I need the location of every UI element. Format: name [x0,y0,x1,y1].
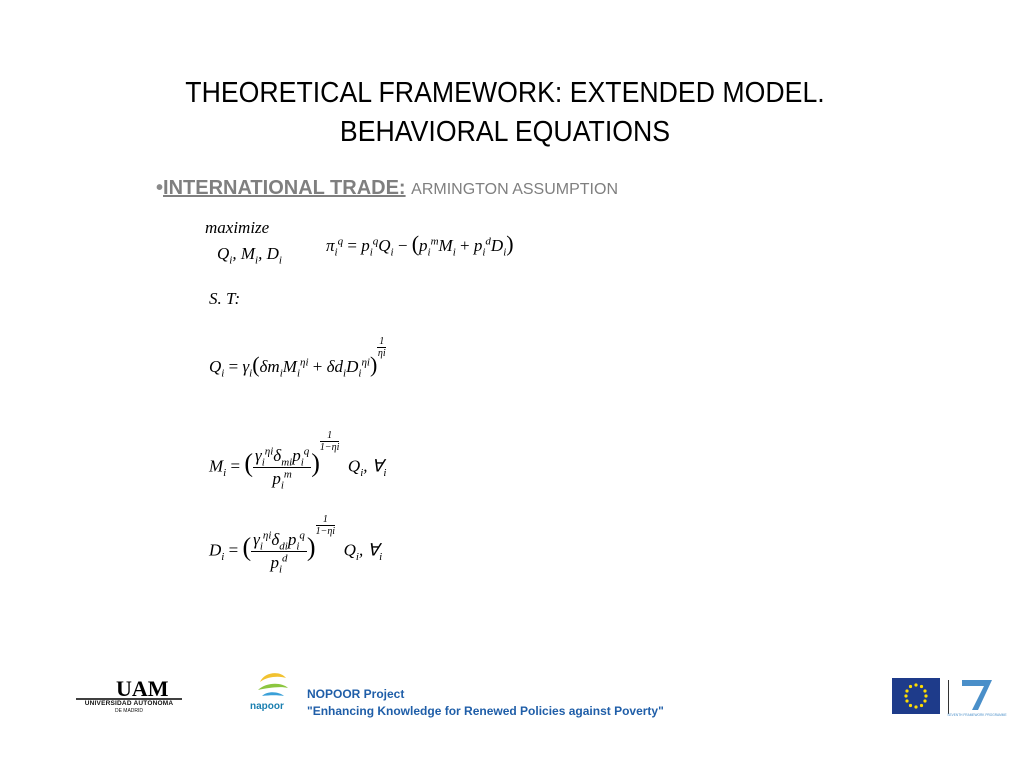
bullet-heading: INTERNATIONAL TRADE: [163,177,406,199]
slide-title [132,74,877,152]
domestic-demand-equation: $D_i$ = ( $\frac{\gamma_i^{\eta i}\delta_{di}p_i^q}{p_i^d}$ ) $\frac{1}{1-\eta i} Q_i$, $\forall_i$ [209,514,383,576]
bullet-subheading: ARMINGTON ASSUMPTION [411,181,618,198]
project-info [307,686,664,720]
project-name: NOPOOR Project [307,687,405,701]
fp7-caption: SEVENTH FRAMEWORK PROGRAMME [947,713,1007,717]
uam-emblem-icon [76,674,182,700]
napoor-logo-text: napoor [250,701,284,712]
forall-symbol: ∀ [371,456,384,476]
title-line-2: BEHAVIORAL EQUATIONS [339,116,671,148]
maximize-variables: $Q_i$, $M_i$, $D_i$ [217,244,282,267]
eu-flag-icon [892,678,940,714]
logo-divider [948,680,949,714]
project-tagline: "Enhancing Knowledge for Renewed Policies against Poverty" [307,704,664,718]
uam-logo [76,674,182,714]
uam-mark-text: UAM [116,676,169,701]
profit-equation: $\pi_i^q = p_i^qQ_i - (p_i^mM_i + p_i^dD_i)$ [326,231,514,259]
import-demand-equation: $M_i$ = ( $\frac{\gamma_i^{\eta i}\delta_{mi}p_i^q}{p_i^m}$ ) $\frac{1}{1-\eta i} Q_i$, $\forall_i$ [209,430,387,492]
bullet-marker: • [156,177,164,199]
ces-equation: $Q_i = \gamma_i(\delta m_iM_i^{\eta i} + \delta d_iD_i^{\eta i})$ $\frac{1}{\eta i}$ [209,336,386,380]
fp7-logo-icon [947,676,1007,718]
title-line-1: THEORETICAL FRAMEWORK: EXTENDED MODEL. [185,77,825,109]
bullet-international-trade [156,177,618,200]
uam-name: UNIVERSIDAD AUTONOMA [84,700,174,707]
maximize-label [205,218,269,238]
forall-symbol-2: ∀ [367,540,380,560]
uam-subname: DE MADRID [114,708,144,714]
maximize-word: maximize [205,218,270,237]
subject-to-label: S. T: [209,289,241,308]
